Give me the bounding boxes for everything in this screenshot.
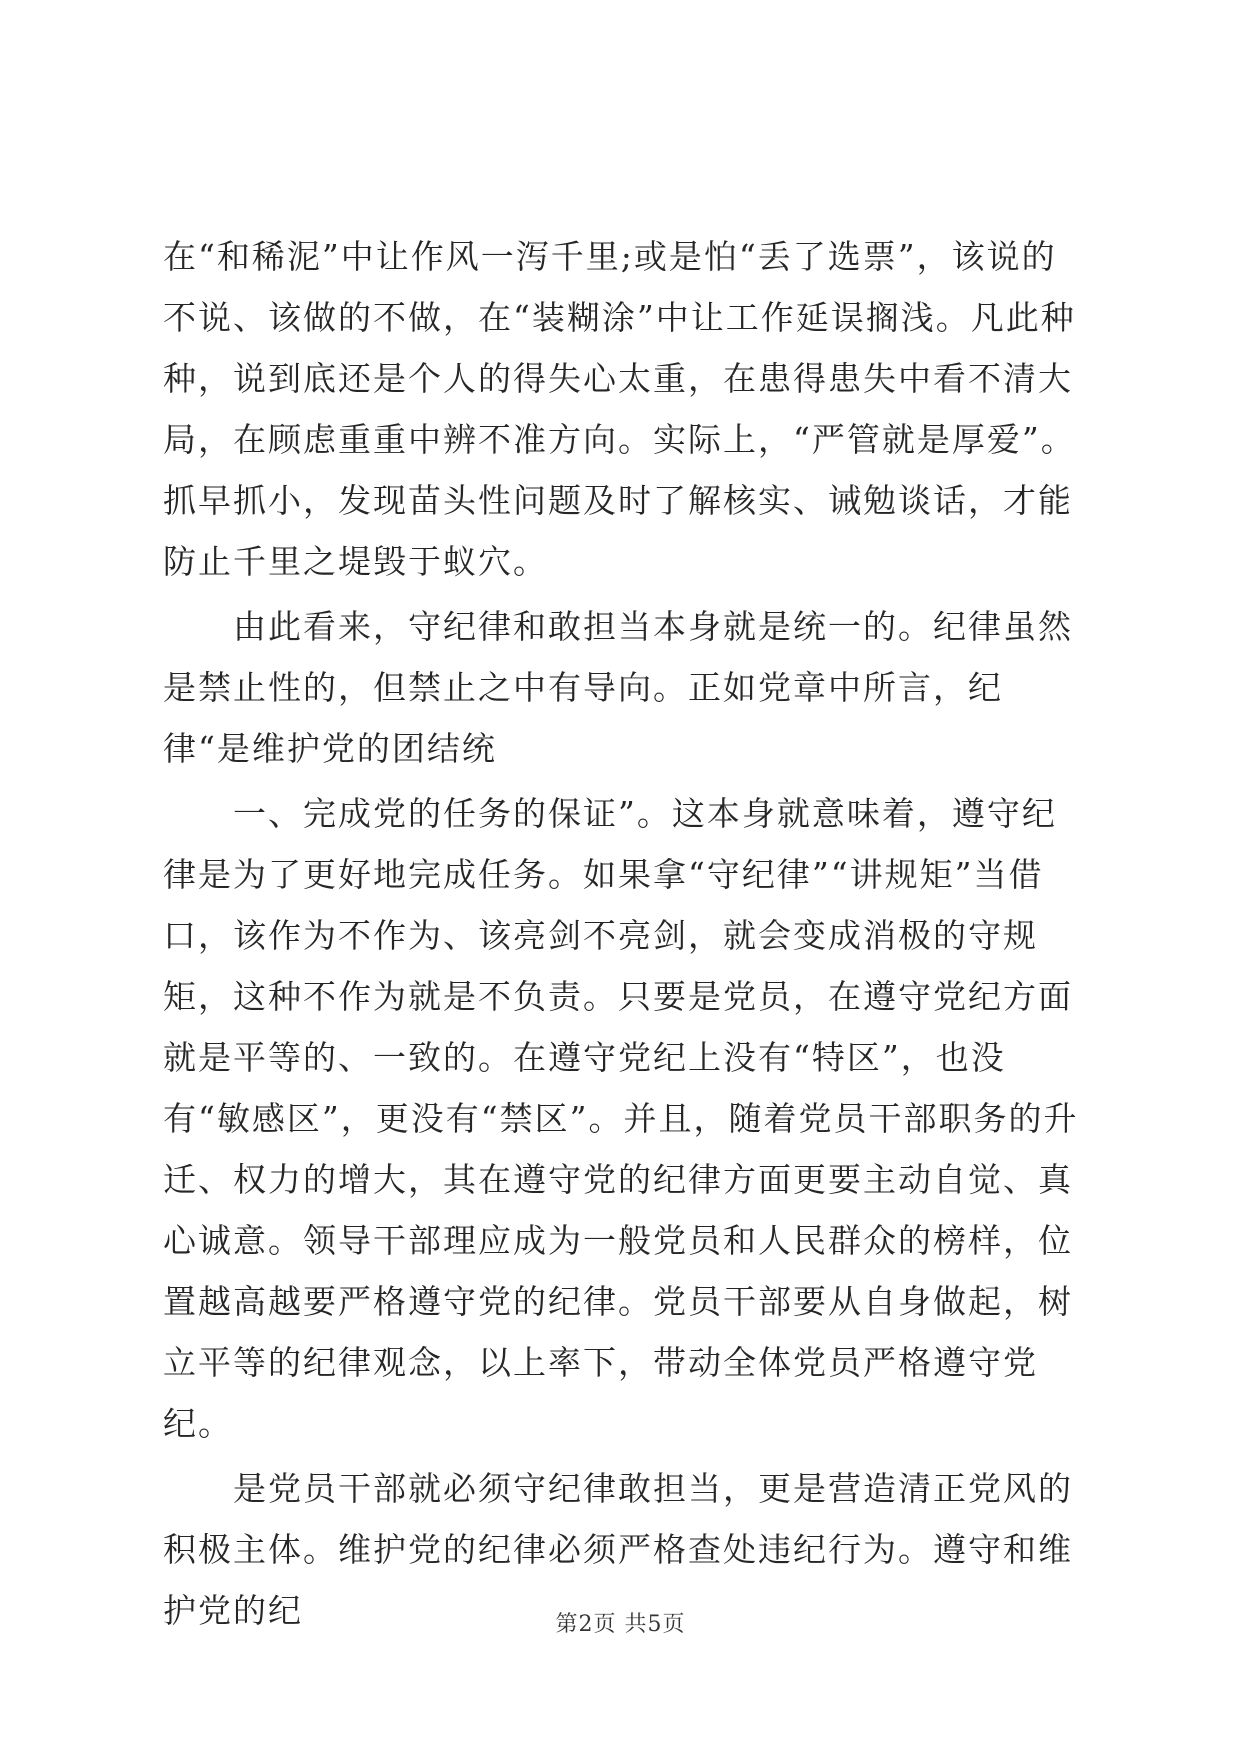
paragraph-4: 是党员干部就必须守纪律敢担当，更是营造清正党风的积极主体。维护党的纪律必须严格查处违纪行为。遵守和维护党的纪 <box>163 1469 1073 1630</box>
paragraph-3: 一、完成党的任务的保证”。这本身就意味着，遵守纪律是为了更好地完成任务。如果拿“守纪律”“讲规矩”当借口，该作为不作为、该亮剑不亮剑，就会变成消极的守规矩，这种不作为就是不负责。只要是党员，在遵守党纪方面就是平等的、一致的。在遵守党纪上没有“特区”，也没有“敏感区”，更没有“禁区”。并且，随着党员干部职务的升迁、权力的增大，其在遵守党的纪律方面更要主动自觉、真心诚意。领导干部理应成为一般党员和人民群众的榜样，位置越高越要严格遵守党的纪律。党员干部要从自身做起，树立平等的纪律观念，以上率下，带动全体党员严格遵守党纪。 <box>163 794 1079 1443</box>
paragraph-2: 由此看来，守纪律和敢担当本身就是统一的。纪律虽然是禁止性的，但禁止之中有导向。正如党章中所言，纪律“是维护党的团结统 <box>163 607 1073 768</box>
paragraph-1: 在“和稀泥”中让作风一泻千里;或是怕“丢了选票”，该说的不说、该做的不做，在“装糊涂”中让工作延误搁浅。凡此种种，说到底还是个人的得失心太重，在患得患失中看不清大局，在顾虑重重中辨不准方向。实际上，“严管就是厚爱”。抓早抓小，发现苗头性问题及时了解核实、诫勉谈话，才能防止千里之堤毁于蚁穴。 <box>163 237 1076 581</box>
page-footer: 第2页 共5页 <box>555 1612 686 1637</box>
document-body <box>163 226 1083 1641</box>
